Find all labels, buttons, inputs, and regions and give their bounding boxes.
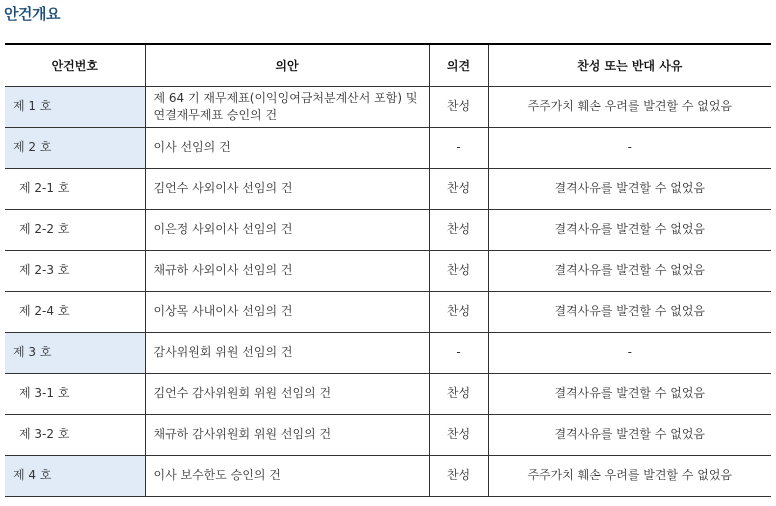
agenda-title-cell (145, 332, 429, 373)
agenda-title-line: 이사 보수한도 승인의 건 (153, 468, 281, 482)
page-title: 안건개요 (4, 5, 60, 23)
header-reason: 찬성 또는 반대 사유 (488, 44, 771, 86)
agenda-title-line: 이상목 사내이사 선임의 건 (153, 304, 293, 318)
reason-cell: 결격사유를 발견할 수 없었음 (488, 414, 771, 455)
agenda-title-cell (145, 127, 429, 168)
agenda-title-cell (145, 373, 429, 414)
agenda-title-line: 이사 선임의 건 (153, 140, 231, 154)
agenda-number-cell: 제 1 호 (5, 86, 145, 127)
reason-cell: 결격사유를 발견할 수 없었음 (488, 373, 771, 414)
agenda-title-cell (145, 209, 429, 250)
header-opinion: 의견 (429, 44, 488, 86)
opinion-cell: - (429, 332, 488, 373)
table-row (5, 168, 771, 209)
reason-cell: 결격사유를 발견할 수 없었음 (488, 250, 771, 291)
table-row (5, 250, 771, 291)
opinion-cell: - (429, 127, 488, 168)
opinion-cell: 찬성 (429, 250, 488, 291)
reason-cell: 주주가치 훼손 우려를 발견할 수 없었음 (488, 455, 771, 496)
table-header (5, 44, 771, 86)
table-row (5, 414, 771, 455)
opinion-cell: 찬성 (429, 414, 488, 455)
agenda-title-cell (145, 86, 429, 127)
agenda-number-cell: 제 2-1 호 (5, 168, 145, 209)
agenda-number-cell: 제 3-2 호 (5, 414, 145, 455)
opinion-cell: 찬성 (429, 209, 488, 250)
opinion-cell: 찬성 (429, 291, 488, 332)
opinion-cell: 찬성 (429, 455, 488, 496)
agenda-title-cell (145, 168, 429, 209)
agenda-title-line: 채규하 감사위원회 위원 선임의 건 (153, 427, 332, 441)
agenda-number-cell: 제 3-1 호 (5, 373, 145, 414)
agenda-number-cell: 제 4 호 (5, 455, 145, 496)
agenda-number-cell: 제 2-2 호 (5, 209, 145, 250)
agenda-title-cell (145, 414, 429, 455)
reason-cell: 주주가치 훼손 우려를 발견할 수 없었음 (488, 86, 771, 127)
table-body (5, 86, 771, 496)
agenda-title-line: 이은정 사외이사 선임의 건 (153, 222, 293, 236)
table-row (5, 209, 771, 250)
agenda-title-line: 채규하 사외이사 선임의 건 (153, 263, 293, 277)
table-row (5, 127, 771, 168)
header-row (5, 44, 771, 86)
agenda-title-line: 김언수 감사위원회 위원 선임의 건 (153, 386, 332, 400)
table-row (5, 291, 771, 332)
agenda-number-cell: 제 2-3 호 (5, 250, 145, 291)
agenda-title-line: 감사위원회 위원 선임의 건 (153, 345, 293, 359)
opinion-cell: 찬성 (429, 86, 488, 127)
header-agenda-number: 안건번호 (5, 44, 145, 86)
table-row (5, 455, 771, 496)
reason-cell: 결격사유를 발견할 수 없었음 (488, 291, 771, 332)
agenda-number-cell: 제 2 호 (5, 127, 145, 168)
agenda-title-cell (145, 455, 429, 496)
table-row (5, 373, 771, 414)
agenda-number-cell: 제 3 호 (5, 332, 145, 373)
agenda-title-line: 연결재무제표 승인의 건 (153, 107, 278, 122)
table-row (5, 332, 771, 373)
agenda-number-cell: 제 2-4 호 (5, 291, 145, 332)
reason-cell: 결격사유를 발견할 수 없었음 (488, 168, 771, 209)
agenda-title-line: 제 64 기 재무제표(이익잉여금처분계산서 포함) 및 (153, 90, 418, 105)
header-agenda-title: 의안 (145, 44, 429, 86)
opinion-cell: 찬성 (429, 373, 488, 414)
reason-cell: - (488, 127, 771, 168)
reason-cell: - (488, 332, 771, 373)
agenda-title-cell (145, 250, 429, 291)
opinion-cell: 찬성 (429, 168, 488, 209)
agenda-title-line: 김언수 사외이사 선임의 건 (153, 181, 293, 195)
reason-cell: 결격사유를 발견할 수 없었음 (488, 209, 771, 250)
agenda-table (5, 43, 771, 497)
agenda-title-cell (145, 291, 429, 332)
table-row (5, 86, 771, 127)
